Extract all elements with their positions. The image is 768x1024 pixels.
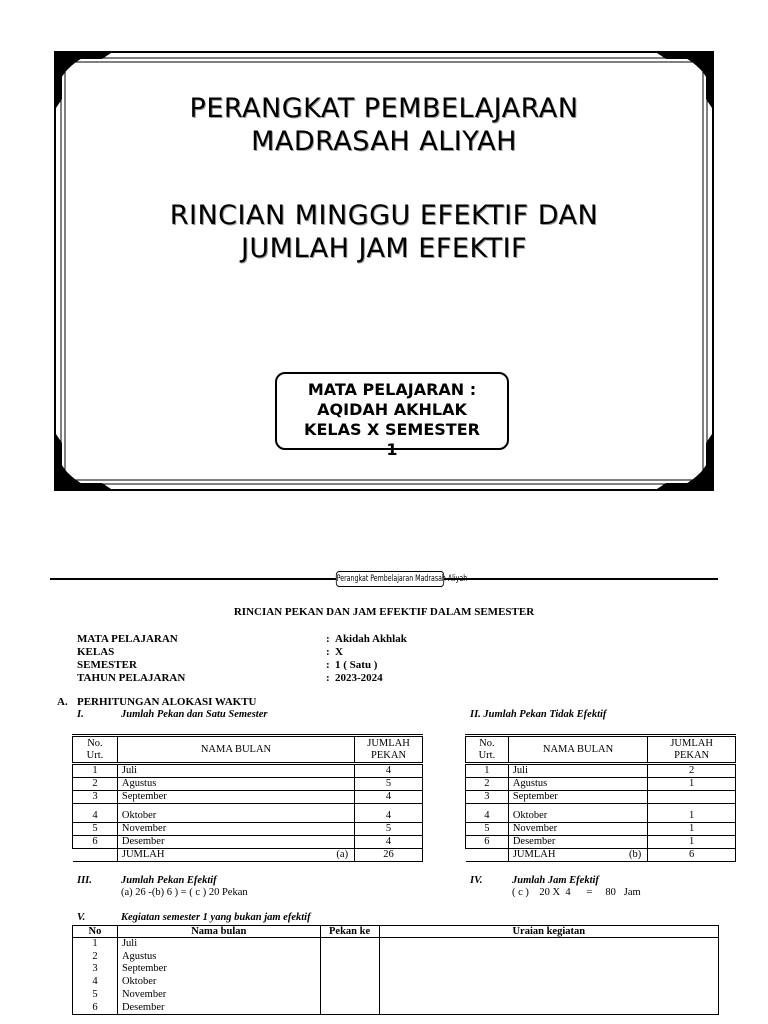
- col-header-uraian: Uraian kegiatan: [379, 926, 718, 938]
- total-tag: (a): [336, 849, 349, 860]
- col-header-pekan: Pekan ke: [320, 926, 379, 938]
- cell-no: 4: [466, 804, 509, 823]
- subsection-title: Jumlah Pekan Efektif: [121, 875, 217, 886]
- subject-box: [275, 372, 509, 459]
- cell-jumlah: 4: [355, 791, 423, 804]
- subject-line: 1: [386, 440, 398, 459]
- cover-title-line: MADRASAH ALIYAH: [251, 126, 517, 157]
- subject-line: MATA PELAJARAN :: [307, 380, 477, 399]
- subsection-1-heading: [77, 709, 268, 720]
- cell-no: 3: [466, 791, 509, 804]
- meta-value: X: [335, 646, 343, 658]
- header-text: Urt.: [478, 749, 496, 761]
- cover-subtitle-line: RINCIAN MINGGU EFEKTIF DAN: [169, 200, 599, 231]
- cell-jumlah: 5: [355, 778, 423, 791]
- cell-bulan: Agustus: [117, 778, 354, 791]
- cell-jumlah: 1: [648, 804, 736, 823]
- calc-body: ( c ) 20 X 4 = 80 Jam: [512, 887, 641, 898]
- cell-bulan: September: [117, 963, 320, 976]
- cell-pekan: [320, 963, 379, 976]
- meta-label: MATA PELAJARAN: [77, 633, 178, 645]
- cell-jumlah: 2: [648, 764, 736, 778]
- cell-bulan: Desember: [508, 836, 647, 849]
- table-row: [466, 804, 736, 823]
- table-row: [73, 791, 423, 804]
- cell-jumlah: 4: [355, 836, 423, 849]
- cell-pekan: [320, 976, 379, 989]
- cell-pekan: [320, 1002, 379, 1015]
- cell-no: 5: [466, 823, 509, 836]
- meta-label: KELAS: [77, 646, 115, 658]
- col-header-jumlah: [648, 736, 736, 764]
- cell-bulan: Agustus: [508, 778, 647, 791]
- cell-no: 4: [73, 804, 118, 823]
- meta-label: SEMESTER: [77, 659, 137, 671]
- header-text: Urt.: [86, 749, 104, 761]
- cell-bulan: Desember: [117, 836, 354, 849]
- meta-colon: :: [326, 646, 330, 658]
- total-tag: (b): [629, 849, 642, 860]
- subsection-number: I.: [77, 709, 84, 720]
- meta-colon: :: [326, 659, 330, 671]
- subject-line: KELAS X SEMESTER: [304, 420, 480, 439]
- subsection-title: Jumlah Jam Efektif: [512, 875, 599, 886]
- jam-efektif-calc: [470, 875, 730, 901]
- section-a-heading: [57, 696, 257, 708]
- cell-uraian: [379, 976, 718, 989]
- subsection-title: II. Jumlah Pekan Tidak Efektif: [470, 709, 607, 720]
- subsection-number: V.: [77, 912, 86, 923]
- cell-bulan: Juli: [117, 938, 320, 951]
- meta-value: Akidah Akhlak: [335, 633, 407, 645]
- cell-no: 3: [73, 791, 118, 804]
- table-row: [73, 989, 719, 1002]
- header-text: No.: [87, 737, 103, 749]
- col-header-jumlah: [355, 736, 423, 764]
- cell-jumlah: 4: [355, 764, 423, 778]
- table-row: [73, 1002, 719, 1015]
- col-header-bulan: NAMA BULAN: [117, 736, 354, 764]
- cell-bulan: September: [508, 791, 647, 804]
- cover-title: [54, 92, 714, 158]
- cover-title-line: PERANGKAT PEMBELAJARAN: [189, 93, 579, 124]
- pekan-efektif-calc: [77, 875, 377, 901]
- meta-value: 2023-2024: [335, 672, 383, 684]
- cell-bulan: Juli: [508, 764, 647, 778]
- cell-bulan: Agustus: [117, 951, 320, 964]
- col-header-bulan: Nama bulan: [117, 926, 320, 938]
- col-header-no: [73, 736, 118, 764]
- table-row: [73, 804, 423, 823]
- cell-bulan: Oktober: [117, 976, 320, 989]
- subsection-number: III.: [77, 875, 92, 886]
- cover-subtitle: [54, 199, 714, 265]
- cell-no: 6: [466, 836, 509, 849]
- header-text: JUMLAH: [670, 737, 713, 749]
- document-title: RINCIAN PEKAN DAN JAM EFEKTIF DALAM SEMESTER: [233, 606, 535, 618]
- table-pekan-semester: [72, 734, 423, 862]
- meta-colon: :: [326, 633, 330, 645]
- header-text: PEKAN: [371, 749, 407, 761]
- cell-total: 6: [648, 849, 736, 862]
- cell-pekan: [320, 989, 379, 1002]
- table-total-row: [73, 849, 423, 862]
- cell-no: 3: [73, 963, 118, 976]
- cell-no: 5: [73, 823, 118, 836]
- cell-bulan: November: [117, 989, 320, 1002]
- table-row: [466, 836, 736, 849]
- table-kegiatan: [72, 925, 719, 1015]
- cell-jumlah: 4: [355, 804, 423, 823]
- cell-no: 1: [73, 938, 118, 951]
- cell-no: 2: [73, 951, 118, 964]
- table-row: [73, 778, 423, 791]
- subsection-number: IV.: [470, 875, 483, 886]
- header-text: PEKAN: [674, 749, 710, 761]
- cell-bulan: November: [117, 823, 354, 836]
- cell-bulan: September: [117, 791, 354, 804]
- cell-bulan: Oktober: [117, 804, 354, 823]
- cover-frame: [54, 51, 714, 491]
- table-row: [466, 764, 736, 778]
- table-row: [73, 836, 423, 849]
- cell-empty: [73, 849, 118, 862]
- table-total-row: [466, 849, 736, 862]
- table-row: [73, 951, 719, 964]
- header-label: Perangkat Pembelajaran Madrasah Aliyah: [336, 571, 444, 587]
- cell-empty: [466, 849, 509, 862]
- col-header-no: No: [73, 926, 118, 938]
- cell-total-label: [508, 849, 647, 862]
- subject-line: AQIDAH AKHLAK: [317, 400, 467, 419]
- cell-no: 6: [73, 836, 118, 849]
- table-row: [73, 976, 719, 989]
- cell-uraian: [379, 989, 718, 1002]
- cell-no: 5: [73, 989, 118, 1002]
- subsection-5-heading: [77, 912, 311, 923]
- table-row: [73, 823, 423, 836]
- cell-uraian: [379, 951, 718, 964]
- header-text: No.: [479, 737, 495, 749]
- cover-subtitle-line: JUMLAH JAM EFEKTIF: [240, 233, 528, 264]
- cell-no: 2: [466, 778, 509, 791]
- meta-label: TAHUN PELAJARAN: [77, 672, 186, 684]
- cell-pekan: [320, 938, 379, 951]
- total-label: JUMLAH: [512, 849, 556, 860]
- cell-bulan: Juli: [117, 764, 354, 778]
- table-row: [73, 938, 719, 951]
- cell-uraian: [379, 1002, 718, 1015]
- cell-jumlah: [648, 791, 736, 804]
- cell-bulan: Desember: [117, 1002, 320, 1015]
- table-row: [466, 791, 736, 804]
- subsection-title: Jumlah Pekan dan Satu Semester: [121, 709, 268, 720]
- table-row: [466, 778, 736, 791]
- cell-pekan: [320, 951, 379, 964]
- cell-jumlah: 1: [648, 778, 736, 791]
- subsection-2-heading: [470, 709, 606, 720]
- cell-jumlah: 1: [648, 836, 736, 849]
- cell-no: 1: [73, 764, 118, 778]
- cell-jumlah: 1: [648, 823, 736, 836]
- cell-no: 1: [466, 764, 509, 778]
- table-pekan-tidak-efektif: [465, 734, 736, 862]
- cell-jumlah: 5: [355, 823, 423, 836]
- subsection-title: Kegiatan semester 1 yang bukan jam efektif: [121, 912, 311, 923]
- cell-total-label: [117, 849, 354, 862]
- cell-no: 6: [73, 1002, 118, 1015]
- cell-uraian: [379, 963, 718, 976]
- table-row: [73, 764, 423, 778]
- col-header-no: [466, 736, 509, 764]
- cell-bulan: Oktober: [508, 804, 647, 823]
- header-text: JUMLAH: [367, 737, 410, 749]
- table-row: [73, 963, 719, 976]
- cell-uraian: [379, 938, 718, 951]
- col-header-bulan: NAMA BULAN: [508, 736, 647, 764]
- section-number: A.: [57, 696, 68, 708]
- calc-body: (a) 26 -(b) 6 ) = ( c ) 20 Pekan: [121, 887, 248, 898]
- cell-no: 2: [73, 778, 118, 791]
- meta-value: 1 ( Satu ): [335, 659, 378, 671]
- table-row: [466, 823, 736, 836]
- cell-total: 26: [355, 849, 423, 862]
- meta-colon: :: [326, 672, 330, 684]
- total-label: JUMLAH: [121, 849, 165, 860]
- section-title: PERHITUNGAN ALOKASI WAKTU: [77, 696, 257, 708]
- cell-bulan: November: [508, 823, 647, 836]
- cell-no: 4: [73, 976, 118, 989]
